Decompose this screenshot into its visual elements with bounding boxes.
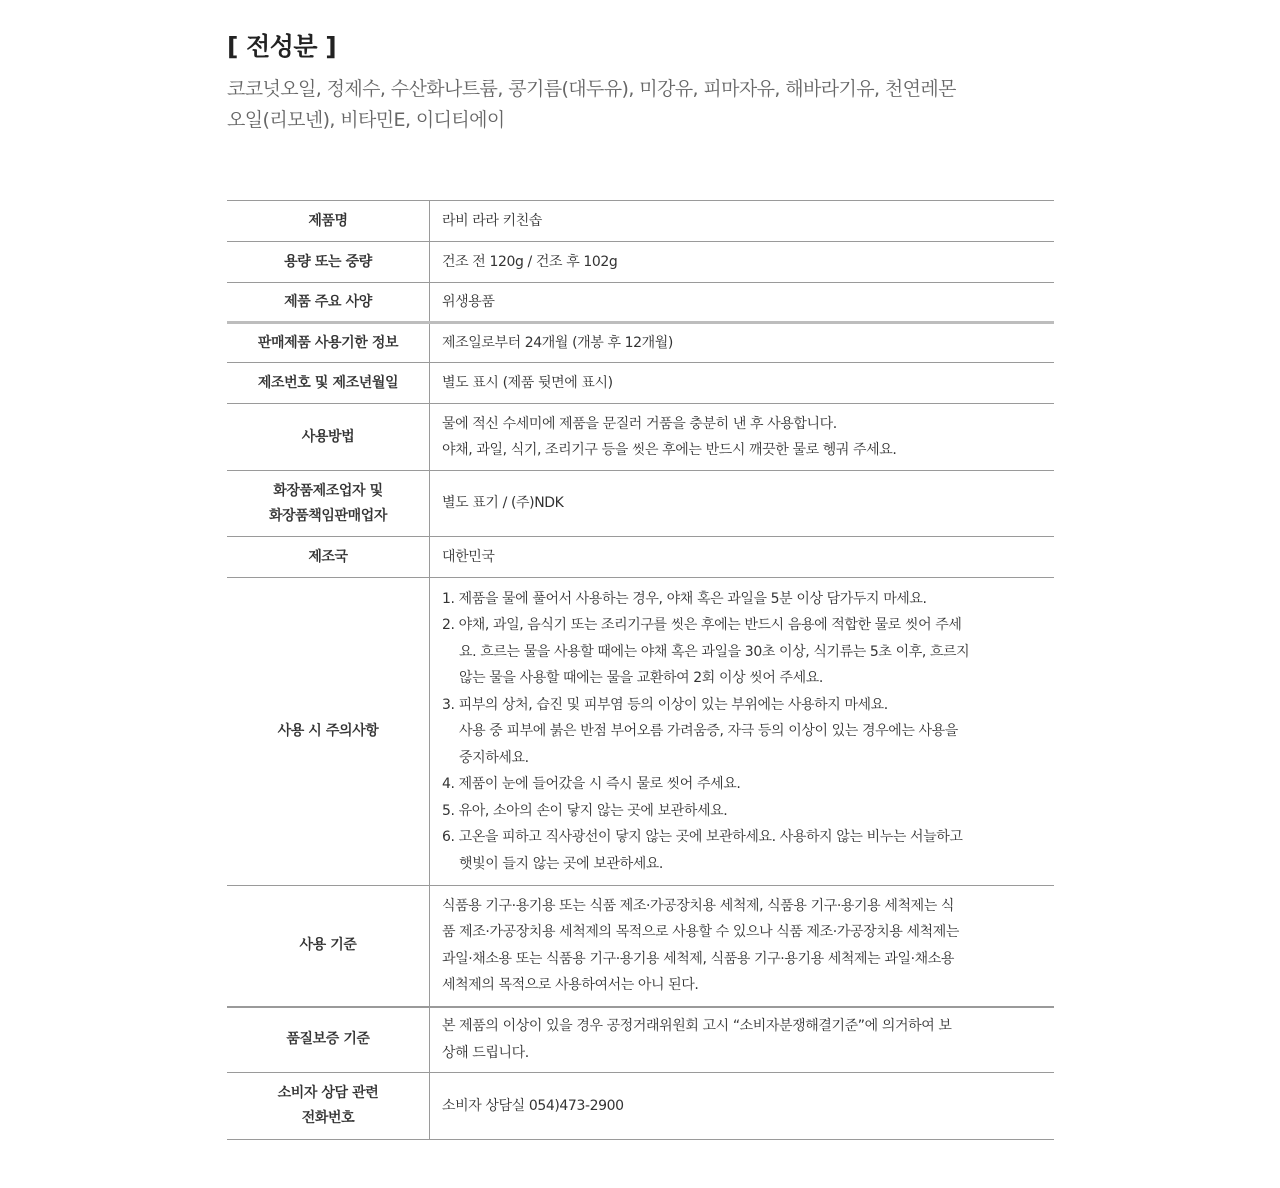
- value-line: 식품용 기구·용기용 또는 식품 제조·가공장치용 세척제, 식품용 기구·용기용 세척제는 식: [442, 897, 954, 914]
- row-label: 용량 또는 중량: [227, 242, 430, 283]
- row-value: 건조 전 120g / 건조 후 102g: [430, 242, 1055, 283]
- table-row: [227, 363, 1054, 404]
- row-label: 제조번호 및 제조년월일: [227, 363, 430, 404]
- row-value: 제조일로부터 24개월 (개봉 후 12개월): [430, 323, 1055, 363]
- row-label: 제조국: [227, 537, 430, 578]
- row-label: 제품 주요 사양: [227, 283, 430, 323]
- value-line: 3. 피부의 상처, 습진 및 피부염 등의 이상이 있는 부위에는 사용하지 마세요.: [442, 696, 888, 713]
- value-line: 사용 중 피부에 붉은 반점 부어오름 가려움증, 자극 등의 이상이 있는 경우에는 사용을: [459, 723, 958, 740]
- row-value: 별도 표시 (제품 뒷면에 표시): [430, 363, 1055, 404]
- label-line: 화장품제조업자 및: [273, 482, 383, 499]
- row-label: 판매제품 사용기한 정보: [227, 323, 430, 363]
- label-line: 화장품책임판매업자: [268, 507, 388, 524]
- row-value: [430, 404, 1055, 471]
- value-line: 과일·채소용 또는 식품용 기구·용기용 세척제, 식품용 기구·용기용 세척제는 과일·채소용: [442, 950, 954, 967]
- label-line: 소비자 상담 관련: [277, 1085, 379, 1101]
- row-value: [430, 886, 1055, 1007]
- value-line: 상해 드립니다.: [442, 1044, 529, 1061]
- value-line: 요. 흐르는 물을 사용할 때에는 야채 혹은 과일을 30초 이상, 식기류는 5초 이후, 흐르지: [459, 643, 970, 660]
- value-line: 중지하세요.: [459, 749, 529, 766]
- value-line: 야채, 과일, 식기, 조리기구 등을 씻은 후에는 반드시 깨끗한 물로 헹궈 주세요.: [442, 442, 897, 458]
- row-value: 대한민국: [430, 537, 1055, 578]
- row-value: [430, 578, 1055, 886]
- row-label: 품질보증 기준: [227, 1007, 430, 1073]
- table-row: [227, 537, 1054, 578]
- ingredients-section: [227, 28, 1054, 136]
- table-row: [227, 404, 1054, 471]
- table-row: [227, 323, 1054, 363]
- table-row: [227, 886, 1054, 1007]
- row-value: 별도 표기 / (주)NDK: [430, 471, 1055, 537]
- value-line: 6. 고온을 피하고 직사광선이 닿지 않는 곳에 보관하세요. 사용하지 않는 비누는 서늘하고: [442, 829, 963, 846]
- table-row: [227, 201, 1054, 242]
- ingredients-line: 코코넛오일, 정제수, 수산화나트륨, 콩기름(대두유), 미강유, 피마자유, 해바라기유, 천연레몬: [227, 78, 956, 100]
- row-label: 제품명: [227, 201, 430, 242]
- value-line: 햇빛이 들지 않는 곳에 보관하세요.: [459, 855, 663, 872]
- row-label: [227, 1073, 430, 1140]
- value-line: 1. 제품을 물에 풀어서 사용하는 경우, 야채 혹은 과일을 5분 이상 담가두지 마세요.: [442, 590, 927, 607]
- row-value: 소비자 상담실 054)473-2900: [430, 1073, 1055, 1140]
- row-label: 사용방법: [227, 404, 430, 471]
- table-row: [227, 1073, 1054, 1140]
- table-row: [227, 578, 1054, 886]
- value-line: 4. 제품이 눈에 들어갔을 시 즉시 물로 씻어 주세요.: [442, 776, 741, 793]
- ingredients-list: [227, 74, 1054, 136]
- value-line: 품 제조·가공장치용 세척제의 목적으로 사용할 수 있으나 식품 제조·가공장치용 세척제는: [442, 924, 960, 941]
- product-info-table: [227, 200, 1054, 1140]
- row-label: [227, 471, 430, 537]
- value-line: 않는 물을 사용할 때에는 물을 교환하여 2회 이상 씻어 주세요.: [459, 670, 823, 687]
- value-line: 세척제의 목적으로 사용하여서는 아니 된다.: [442, 977, 699, 994]
- value-line: 2. 야채, 과일, 음식기 또는 조리기구를 씻은 후에는 반드시 음용에 적합한 물로 씻어 주세: [442, 617, 962, 634]
- table-row: [227, 1007, 1054, 1073]
- value-line: 5. 유아, 소아의 손이 닿지 않는 곳에 보관하세요.: [442, 802, 728, 819]
- ingredients-line: 오일(리모넨), 비타민E, 이디티에이: [227, 109, 505, 131]
- table-row: [227, 242, 1054, 283]
- row-label: 사용 기준: [227, 886, 430, 1007]
- row-label: 사용 시 주의사항: [227, 578, 430, 886]
- row-value: [430, 1007, 1055, 1073]
- value-line: 본 제품의 이상이 있을 경우 공정거래위원회 고시 “소비자분쟁해결기준”에 의거하여 보: [442, 1018, 952, 1035]
- value-line: 물에 적신 수세미에 제품을 문질러 거품을 충분히 낸 후 사용합니다.: [442, 415, 837, 432]
- ingredients-title: [ 전성분 ]: [227, 32, 337, 61]
- row-value: 라비 라라 키친솝: [430, 201, 1055, 242]
- label-line: 전화번호: [301, 1110, 355, 1126]
- table-row: [227, 283, 1054, 323]
- row-value: 위생용품: [430, 283, 1055, 323]
- table-row: [227, 471, 1054, 537]
